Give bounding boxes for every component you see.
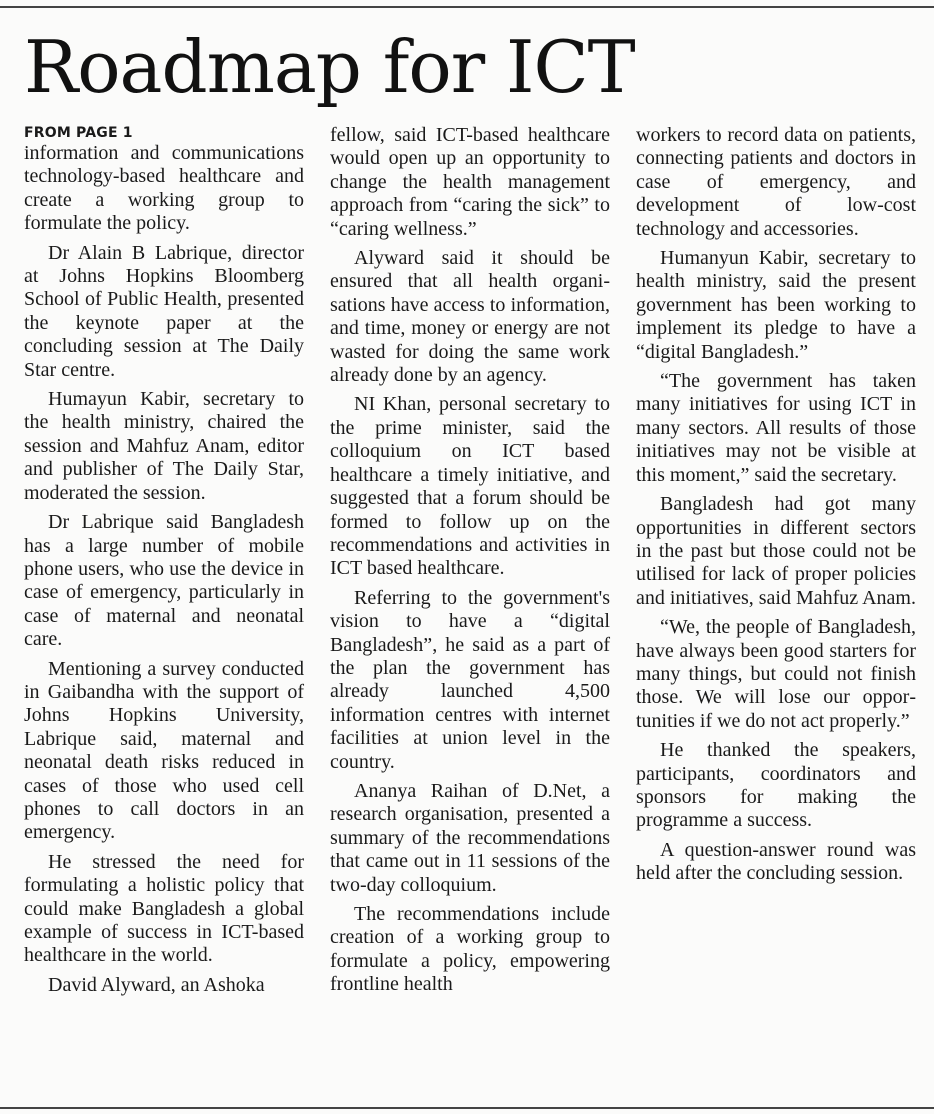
paragraph: Dr Alain B Labrique, director at Johns Hopkins Bloomberg School of Public Health, presented the keynote paper at the concluding session at The Daily Star centre. xyxy=(24,241,304,381)
paragraph: “We, the people of Bangladesh, have always been good starters for many things, but could not finish those. We will lose our opportunities if we do not act properly.” xyxy=(636,616,916,732)
paragraph: Humanyun Kabir, secretary to health ministry, said the present government has been working to implement its pledge to have a “digital Bangladesh.” xyxy=(636,247,916,363)
bottom-rule xyxy=(0,1107,934,1109)
article-body xyxy=(24,124,918,1003)
top-rule xyxy=(0,6,934,8)
paragraph: Bangladesh had got many opportunities in different sectors in the past but those could not be utilised for lack of proper policies and initiatives, said Mahfuz Anam. xyxy=(636,493,916,609)
paragraph: Dr Labrique said Bangladesh has a large number of mobile phone users, who use the device in case of emergency, particularly in case of maternal and neonatal care. xyxy=(24,511,304,651)
paragraph: Alyward said it should be ensured that all health organisations have access to information, and time, money or energy are not wasted for doing the same work already done by an agency. xyxy=(330,247,610,387)
paragraph: Ananya Raihan of D.Net, a research organisation, presented a summary of the recommendations that came out in 11 sessions of the two-day colloquium. xyxy=(330,779,610,896)
paragraph: He stressed the need for formulating a holistic policy that could make Bangladesh a global example of success in ICT-based healthcare in the world. xyxy=(24,850,304,967)
paragraph: NI Khan, personal secretary to the prime minister, said the colloquium on ICT based healthcare a timely initiative, and suggested that a forum should be formed to follow up on the recommendations and activities in ICT based healthcare. xyxy=(330,393,610,580)
paragraph: He thanked the speakers, participants, coordinators and sponsors for making the programme a success. xyxy=(636,739,916,832)
paragraph: Referring to the government's vision to have a “digital Bangladesh”, he said as a part of the plan the government has already launched 4,500 information centres with internet facilities at union level in the country. xyxy=(330,586,610,773)
paragraph: fellow, said ICT-based healthcare would open up an opportunity to change the health management approach from “caring the sick” to “caring wellness.” xyxy=(330,124,610,240)
paragraph: A question-answer round was held after the concluding session. xyxy=(636,838,916,885)
paragraph: “The government has taken many initiatives for using ICT in many sectors. All results of those initiatives may not be visible at this moment,” said the secretary. xyxy=(636,370,916,486)
continuation-kicker: FROM PAGE 1 xyxy=(24,125,133,141)
paragraph: David Alyward, an Ashoka xyxy=(48,973,265,996)
headline: Roadmap for ICT xyxy=(24,25,635,109)
column-1 xyxy=(24,124,304,1003)
column-2 xyxy=(330,124,610,1003)
paragraph: Humayun Kabir, secretary to the health ministry, chaired the session and Mahfuz Anam, editor and publisher of The Daily Star, moderated the session. xyxy=(24,388,304,504)
paragraph: Mentioning a survey conducted in Gaibandha with the support of Johns Hopkins University, Labrique said, maternal and neonatal death risks reduced in cases of those who used cell phones to call doctors in an emergency. xyxy=(24,657,304,844)
paragraph: The recommendations include creation of a working group to formulate a policy, empowering frontline health xyxy=(330,903,610,996)
column-3 xyxy=(636,124,916,1003)
paragraph: workers to record data on patients, connecting patients and doctors in case of emergency, and development of low-cost technology and accessories. xyxy=(636,124,916,240)
paragraph: information and communications technology-based healthcare and create a working group to formulate the policy. xyxy=(24,142,304,235)
